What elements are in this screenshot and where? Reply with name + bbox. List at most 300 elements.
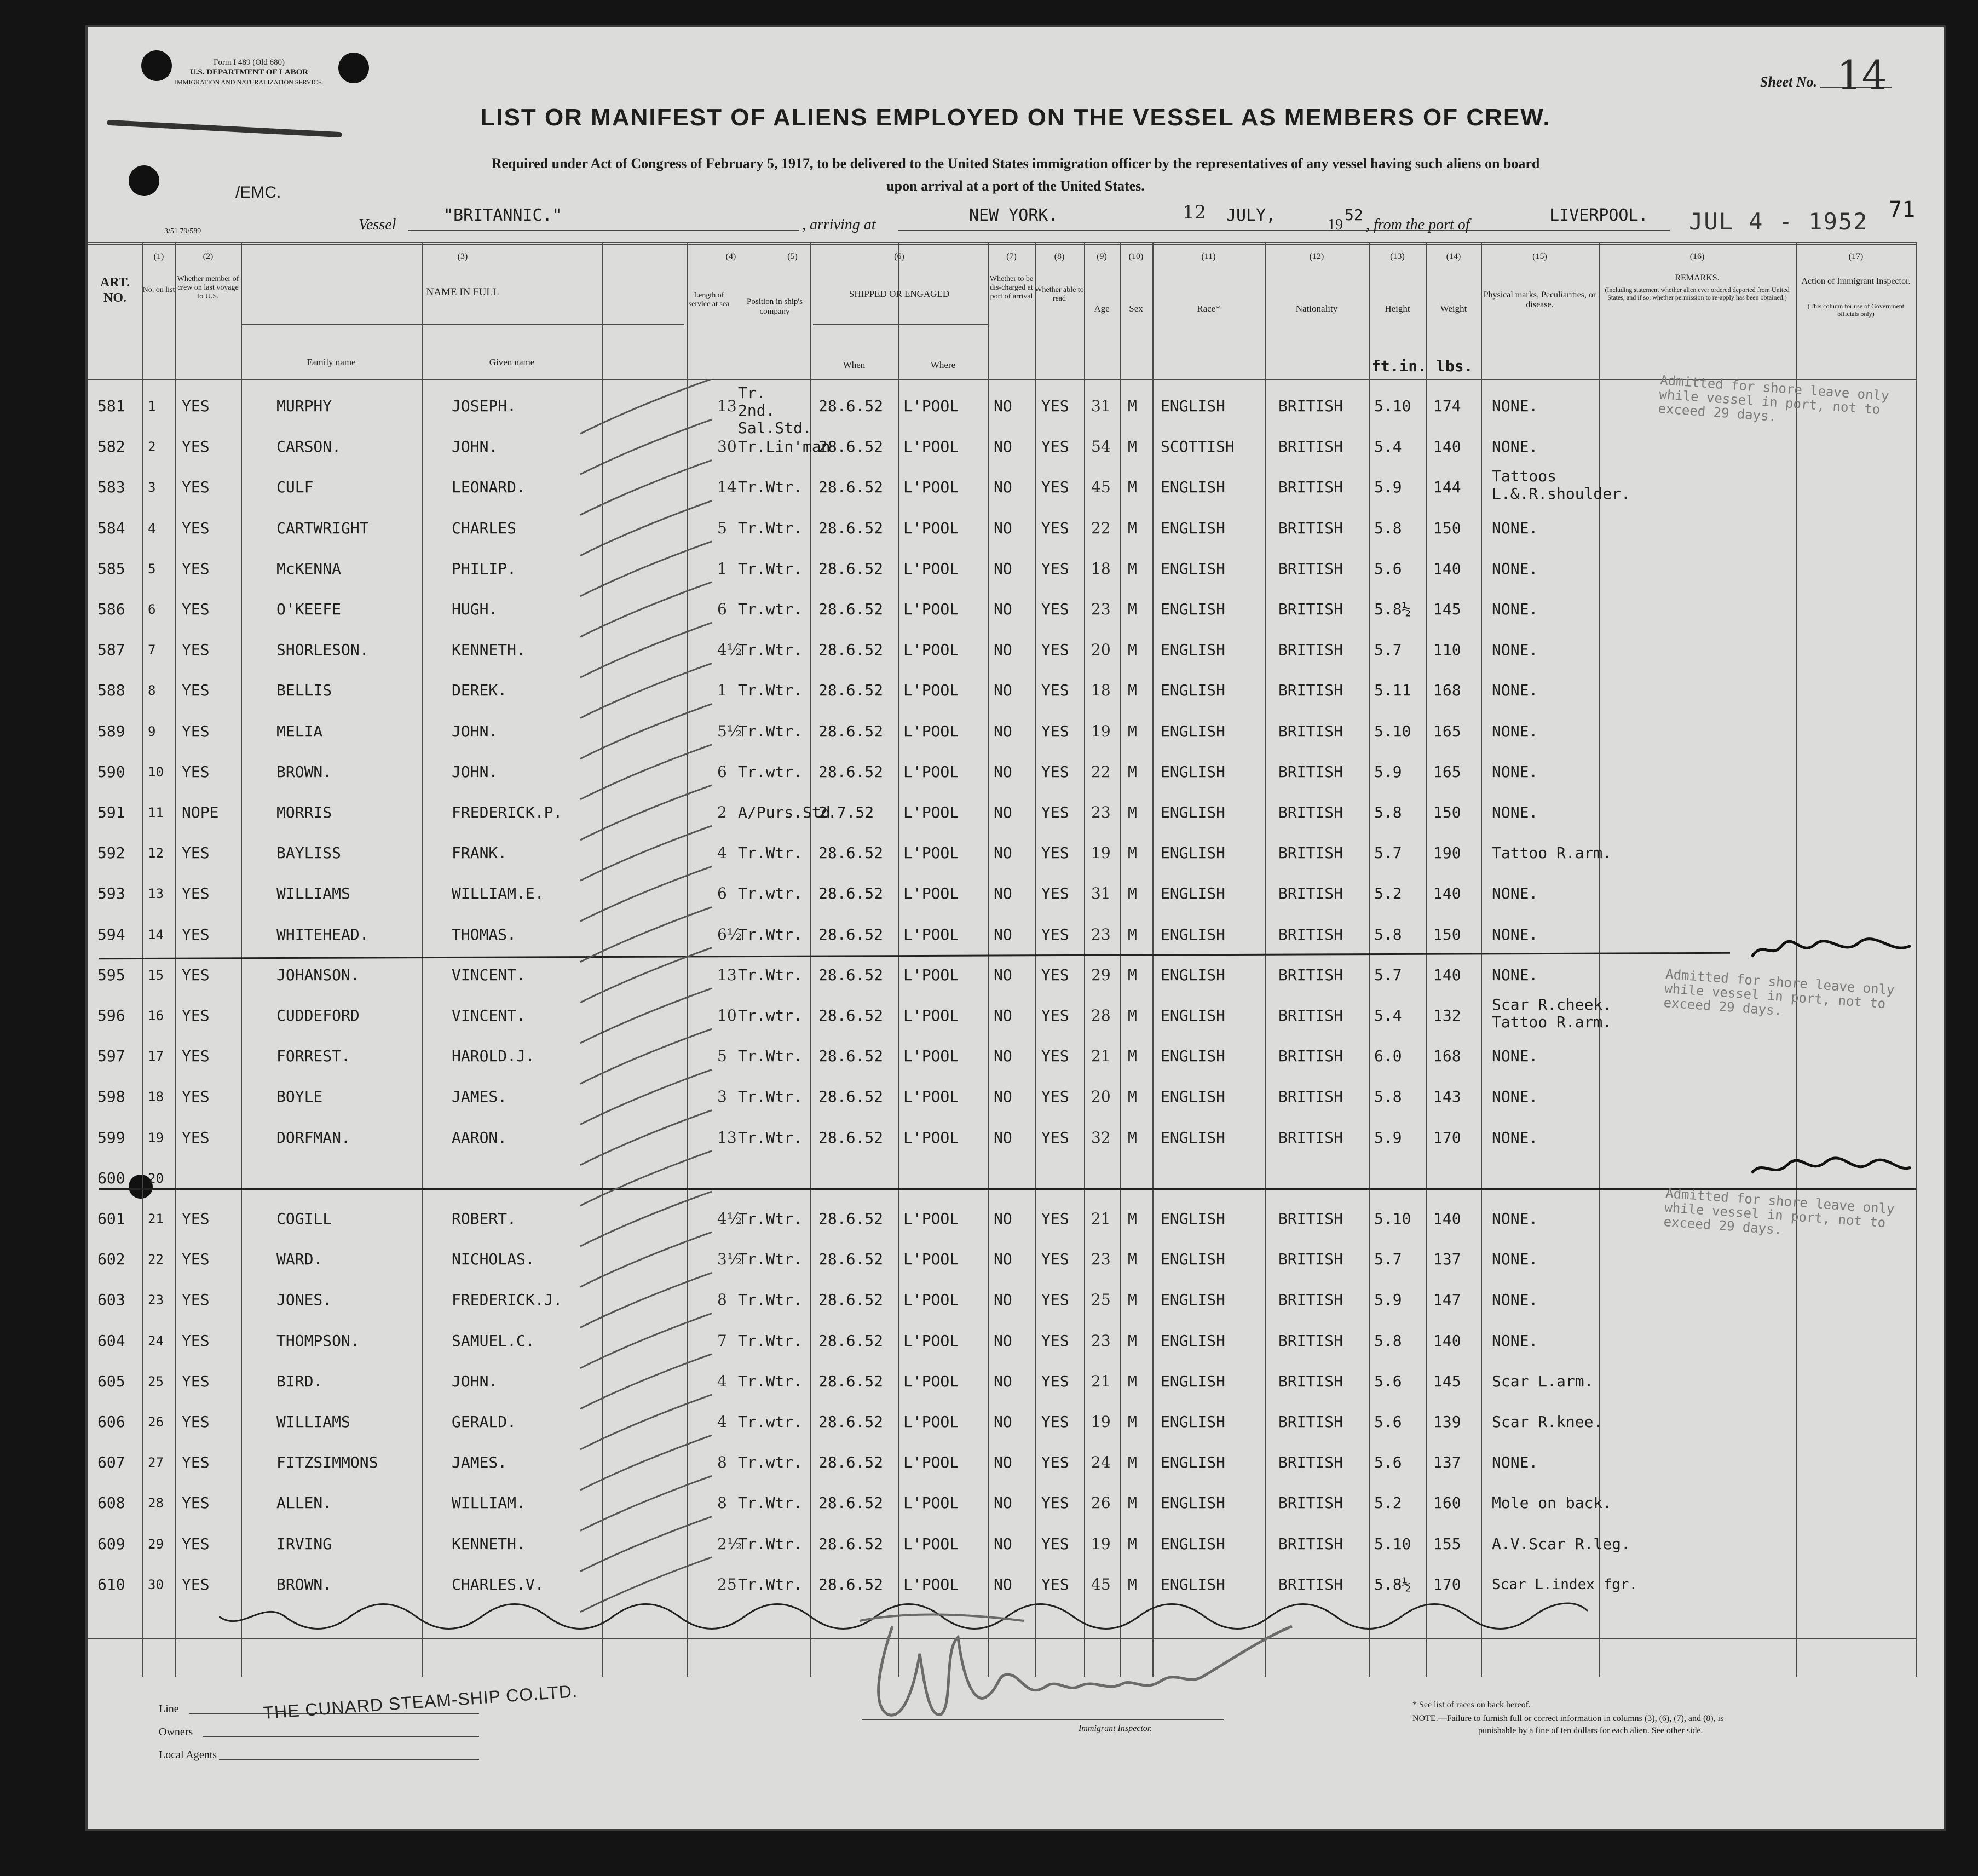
engaged-date: 28.6.52 bbox=[818, 397, 884, 415]
family-name: ALLEN. bbox=[276, 1494, 332, 1512]
age: 18 bbox=[1091, 559, 1111, 578]
family-name: BOYLE bbox=[276, 1087, 323, 1106]
given-name: JOHN. bbox=[452, 722, 498, 740]
can-read: YES bbox=[1041, 1413, 1069, 1431]
list-number: 3 bbox=[148, 480, 156, 496]
discharged-flag: NO bbox=[994, 559, 1012, 578]
race: ENGLISH bbox=[1161, 803, 1226, 821]
service-length: 6 bbox=[717, 884, 727, 903]
service-length: 2 bbox=[717, 803, 727, 821]
column-number: (8) bbox=[1054, 252, 1065, 261]
sex: M bbox=[1128, 1413, 1137, 1431]
race: ENGLISH bbox=[1161, 965, 1226, 984]
check-mark bbox=[580, 460, 712, 515]
engaged-date: 28.6.52 bbox=[818, 1331, 884, 1350]
sex: M bbox=[1128, 1575, 1137, 1593]
column-number: (16) bbox=[1689, 252, 1705, 261]
height: 5.6 bbox=[1374, 1372, 1402, 1390]
sex: M bbox=[1128, 478, 1137, 497]
sex: M bbox=[1128, 844, 1137, 862]
list-number: 26 bbox=[148, 1414, 164, 1430]
column-number: (17) bbox=[1848, 252, 1864, 261]
weight: 144 bbox=[1433, 478, 1461, 497]
member-last-voyage: YES bbox=[182, 1128, 210, 1147]
check-mark bbox=[580, 1517, 712, 1572]
ship-position: Tr.Wtr. bbox=[738, 844, 803, 862]
height: 5.2 bbox=[1374, 884, 1402, 903]
given-name: THOMAS. bbox=[452, 925, 517, 943]
age: 19 bbox=[1091, 722, 1111, 740]
engaged-place: L'POOL bbox=[903, 844, 959, 862]
engaged-place: L'POOL bbox=[903, 1291, 959, 1309]
check-mark bbox=[580, 907, 712, 962]
race: ENGLISH bbox=[1161, 681, 1226, 700]
weight: 145 bbox=[1433, 600, 1461, 618]
member-last-voyage: YES bbox=[182, 1372, 210, 1390]
sex: M bbox=[1128, 397, 1137, 415]
family-name: CUDDEFORD bbox=[276, 1006, 360, 1025]
nationality: BRITISH bbox=[1278, 1372, 1343, 1390]
race: ENGLISH bbox=[1161, 1372, 1226, 1390]
engaged-place: L'POOL bbox=[903, 884, 959, 903]
engaged-date: 28.6.52 bbox=[818, 1413, 884, 1431]
article-number: 587 bbox=[97, 641, 125, 659]
discharged-flag: NO bbox=[994, 1453, 1012, 1472]
list-number: 20 bbox=[148, 1170, 164, 1186]
age: 21 bbox=[1091, 1210, 1111, 1228]
service-length: 1 bbox=[717, 559, 727, 578]
physical-marks: Scar R.knee. bbox=[1492, 1413, 1603, 1431]
family-name: MELIA bbox=[276, 722, 323, 740]
column-number: (7) bbox=[1006, 252, 1017, 261]
given-name: JAMES. bbox=[452, 1087, 508, 1106]
header-when: When bbox=[843, 360, 866, 370]
can-read: YES bbox=[1041, 884, 1069, 903]
line-label: Line bbox=[159, 1703, 179, 1715]
member-last-voyage: YES bbox=[182, 884, 210, 903]
nationality: BRITISH bbox=[1278, 519, 1343, 537]
discharged-flag: NO bbox=[994, 884, 1012, 903]
engaged-place: L'POOL bbox=[903, 722, 959, 740]
family-name: CARSON. bbox=[276, 438, 342, 456]
physical-marks: NONE. bbox=[1492, 519, 1538, 537]
header-art-no: ART. NO. bbox=[100, 275, 130, 305]
sex: M bbox=[1128, 600, 1137, 618]
table-row bbox=[88, 634, 1916, 669]
date-stamp: JUL 4 - 1952 bbox=[1689, 208, 1869, 235]
penalty-note: NOTE.—Failure to furnish full or correct information in columns (3), (6), (7), and (8), is bbox=[1412, 1714, 1724, 1723]
discharged-flag: NO bbox=[994, 641, 1012, 659]
article-number: 591 bbox=[97, 803, 125, 821]
form-header-block bbox=[159, 57, 339, 87]
physical-marks: NONE. bbox=[1492, 1291, 1538, 1309]
can-read: YES bbox=[1041, 1250, 1069, 1269]
age: 23 bbox=[1091, 925, 1111, 943]
can-read: YES bbox=[1041, 1291, 1069, 1309]
race: ENGLISH bbox=[1161, 1006, 1226, 1025]
table-row bbox=[88, 1121, 1916, 1156]
column-number: (15) bbox=[1532, 252, 1547, 261]
service-length: 1 bbox=[717, 681, 727, 700]
weight: 139 bbox=[1433, 1413, 1461, 1431]
can-read: YES bbox=[1041, 1047, 1069, 1066]
age: 20 bbox=[1091, 1087, 1111, 1106]
age: 19 bbox=[1091, 1534, 1111, 1553]
service-length: 14 bbox=[717, 478, 737, 497]
weight: 140 bbox=[1433, 965, 1461, 984]
service-length: 4 bbox=[717, 1413, 727, 1431]
given-name: CHARLES bbox=[452, 519, 517, 537]
table-row bbox=[88, 796, 1916, 831]
list-number: 27 bbox=[148, 1455, 164, 1471]
can-read: YES bbox=[1041, 519, 1069, 537]
sex: M bbox=[1128, 1087, 1137, 1106]
article-number: 603 bbox=[97, 1291, 125, 1309]
race: ENGLISH bbox=[1161, 844, 1226, 862]
family-name: McKENNA bbox=[276, 559, 342, 578]
given-name: ROBERT. bbox=[452, 1210, 517, 1228]
article-number: 601 bbox=[97, 1210, 125, 1228]
article-number: 595 bbox=[97, 965, 125, 984]
service-length: 8 bbox=[717, 1291, 727, 1309]
punch-hole bbox=[338, 53, 369, 83]
arriving-label: , arriving at bbox=[802, 216, 876, 233]
check-marks bbox=[569, 379, 788, 1638]
height: 5.8 bbox=[1374, 1087, 1402, 1106]
service-name: IMMIGRATION AND NATURALIZATION SERVICE. bbox=[175, 78, 324, 86]
engaged-place: L'POOL bbox=[903, 559, 959, 578]
sex: M bbox=[1128, 519, 1137, 537]
column-number: (9) bbox=[1097, 252, 1107, 261]
family-name: BROWN. bbox=[276, 1575, 332, 1593]
weight: 170 bbox=[1433, 1575, 1461, 1593]
service-length: 3 bbox=[717, 1087, 727, 1106]
height: 5.8 bbox=[1374, 803, 1402, 821]
race: ENGLISH bbox=[1161, 559, 1226, 578]
engaged-date: 28.6.52 bbox=[818, 762, 884, 781]
list-number: 14 bbox=[148, 927, 164, 942]
engaged-date: 28.6.52 bbox=[818, 1006, 884, 1025]
weight: 168 bbox=[1433, 1047, 1461, 1066]
engaged-date: 28.6.52 bbox=[818, 1372, 884, 1390]
sex: M bbox=[1128, 1128, 1137, 1147]
ship-position: Tr.Wtr. bbox=[738, 1372, 803, 1390]
engaged-place: L'POOL bbox=[903, 1453, 959, 1472]
ship-position: Tr.Lin'man bbox=[738, 438, 831, 456]
race: ENGLISH bbox=[1161, 1494, 1226, 1512]
nationality: BRITISH bbox=[1278, 641, 1343, 659]
service-length: 4 bbox=[717, 844, 727, 862]
given-name: NICHOLAS. bbox=[452, 1250, 535, 1269]
weight: 137 bbox=[1433, 1250, 1461, 1269]
ship-position: Tr.Wtr. bbox=[738, 681, 803, 700]
ship-position: Tr. 2nd. Sal.Std. bbox=[738, 384, 812, 437]
can-read: YES bbox=[1041, 722, 1069, 740]
sex: M bbox=[1128, 1291, 1137, 1309]
height: 5.4 bbox=[1374, 438, 1402, 456]
engaged-place: L'POOL bbox=[903, 803, 959, 821]
member-last-voyage: YES bbox=[182, 1413, 210, 1431]
member-last-voyage: YES bbox=[182, 1331, 210, 1350]
height: 5.6 bbox=[1374, 559, 1402, 578]
form-number: Form I 489 (Old 680) bbox=[214, 58, 285, 67]
agents-label: Local Agents bbox=[159, 1749, 217, 1761]
column-number: (2) bbox=[203, 252, 214, 261]
age: 22 bbox=[1091, 519, 1111, 537]
list-number: 28 bbox=[148, 1495, 164, 1511]
engaged-place: L'POOL bbox=[903, 681, 959, 700]
member-last-voyage: YES bbox=[182, 681, 210, 700]
engaged-date: 28.6.52 bbox=[818, 1494, 884, 1512]
list-number: 13 bbox=[148, 886, 164, 902]
list-number: 22 bbox=[148, 1252, 164, 1268]
article-number: 589 bbox=[97, 722, 125, 740]
nationality: BRITISH bbox=[1278, 1453, 1343, 1472]
check-mark bbox=[580, 1314, 712, 1368]
given-name: LEONARD. bbox=[452, 478, 526, 497]
service-length: 8 bbox=[717, 1494, 727, 1512]
table-row bbox=[88, 384, 1916, 437]
manifest-sheet bbox=[88, 27, 1944, 1829]
discharged-flag: NO bbox=[994, 1331, 1012, 1350]
engaged-date: 28.6.52 bbox=[818, 1210, 884, 1228]
table-row bbox=[88, 1162, 1916, 1197]
physical-marks: NONE. bbox=[1492, 1453, 1538, 1472]
ship-position: Tr.Wtr. bbox=[738, 925, 803, 943]
column-number: (13) bbox=[1390, 252, 1405, 261]
inspector-initials bbox=[1749, 1154, 1913, 1187]
can-read: YES bbox=[1041, 844, 1069, 862]
owners-underline bbox=[203, 1736, 479, 1737]
discharged-flag: NO bbox=[994, 1494, 1012, 1512]
check-mark bbox=[580, 1232, 712, 1287]
article-number: 594 bbox=[97, 925, 125, 943]
from-port-label: , from the port of bbox=[1366, 216, 1470, 233]
table-row bbox=[88, 959, 1916, 994]
member-last-voyage: YES bbox=[182, 1250, 210, 1269]
column-number: (3) bbox=[457, 252, 468, 261]
sex: M bbox=[1128, 1210, 1137, 1228]
member-last-voyage: YES bbox=[182, 397, 210, 415]
list-number: 16 bbox=[148, 1008, 164, 1023]
discharged-flag: NO bbox=[994, 722, 1012, 740]
engaged-date: 28.6.52 bbox=[818, 1575, 884, 1593]
age: 18 bbox=[1091, 681, 1111, 700]
weight: 145 bbox=[1433, 1372, 1461, 1390]
list-number: 11 bbox=[148, 805, 164, 820]
list-number: 1 bbox=[148, 399, 156, 414]
nationality: BRITISH bbox=[1278, 1575, 1343, 1593]
physical-marks: NONE. bbox=[1492, 965, 1538, 984]
race: ENGLISH bbox=[1161, 1250, 1226, 1269]
check-mark bbox=[580, 379, 712, 434]
header-height: Height bbox=[1385, 303, 1410, 314]
member-last-voyage: YES bbox=[182, 600, 210, 618]
engaged-place: L'POOL bbox=[903, 600, 959, 618]
article-number: 583 bbox=[97, 478, 125, 497]
list-number: 12 bbox=[148, 845, 164, 861]
column-number: (14) bbox=[1446, 252, 1461, 261]
family-name: IRVING bbox=[276, 1534, 332, 1553]
engaged-place: L'POOL bbox=[903, 519, 959, 537]
service-length: 2½ bbox=[717, 1534, 742, 1553]
engaged-date: 28.6.52 bbox=[818, 438, 884, 456]
race: ENGLISH bbox=[1161, 1047, 1226, 1066]
list-number: 17 bbox=[148, 1049, 164, 1064]
shore-leave-stamp: Admitted for shore leave only while vessel in port, not to exceed 29 days. bbox=[1663, 966, 1895, 1018]
sex: M bbox=[1128, 1250, 1137, 1269]
table-row bbox=[88, 674, 1916, 709]
age: 25 bbox=[1091, 1291, 1111, 1309]
article-number: 588 bbox=[97, 681, 125, 700]
can-read: YES bbox=[1041, 438, 1069, 456]
engaged-date: 28.6.52 bbox=[818, 519, 884, 537]
race: ENGLISH bbox=[1161, 1413, 1226, 1431]
table-row bbox=[88, 1406, 1916, 1441]
physical-marks: NONE. bbox=[1492, 925, 1538, 943]
family-name: CARTWRIGHT bbox=[276, 519, 369, 537]
header-bottom-border bbox=[88, 379, 1916, 380]
physical-marks: Mole on back. bbox=[1492, 1494, 1612, 1512]
table-row bbox=[88, 1284, 1916, 1319]
article-number: 602 bbox=[97, 1250, 125, 1269]
check-mark bbox=[580, 948, 712, 1003]
engaged-place: L'POOL bbox=[903, 1331, 959, 1350]
ship-position: Tr.wtr. bbox=[738, 1453, 803, 1472]
ship-position: Tr.Wtr. bbox=[738, 1210, 803, 1228]
weight: 140 bbox=[1433, 1210, 1461, 1228]
weight: 110 bbox=[1433, 641, 1461, 659]
header-where: Where bbox=[930, 360, 956, 370]
ship-position: Tr.wtr. bbox=[738, 1006, 803, 1025]
given-name: VINCENT. bbox=[452, 1006, 526, 1025]
check-mark bbox=[580, 1151, 712, 1206]
discharged-flag: NO bbox=[994, 1291, 1012, 1309]
article-number: 607 bbox=[97, 1453, 125, 1472]
engaged-place: L'POOL bbox=[903, 438, 959, 456]
ship-position: Tr.wtr. bbox=[738, 600, 803, 618]
check-mark bbox=[580, 1476, 712, 1530]
engaged-date: 28.6.52 bbox=[818, 925, 884, 943]
weight: 140 bbox=[1433, 438, 1461, 456]
nationality: BRITISH bbox=[1278, 1534, 1343, 1553]
given-name: CHARLES.V. bbox=[452, 1575, 544, 1593]
table-row bbox=[88, 1568, 1916, 1603]
service-length: 8 bbox=[717, 1453, 727, 1472]
discharged-flag: NO bbox=[994, 1250, 1012, 1269]
member-last-voyage: YES bbox=[182, 478, 210, 497]
family-name: COGILL bbox=[276, 1210, 332, 1228]
list-number: 24 bbox=[148, 1333, 164, 1349]
can-read: YES bbox=[1041, 965, 1069, 984]
signature-line bbox=[862, 1719, 1224, 1720]
family-name: SHORLESON. bbox=[276, 641, 369, 659]
header-name-full: NAME IN FULL bbox=[426, 286, 499, 298]
service-length: 13 bbox=[717, 397, 737, 415]
nationality: BRITISH bbox=[1278, 600, 1343, 618]
family-name: MURPHY bbox=[276, 397, 332, 415]
service-length: 5 bbox=[717, 1047, 727, 1066]
list-number: 5 bbox=[148, 561, 156, 577]
given-name: HAROLD.J. bbox=[452, 1047, 535, 1066]
member-last-voyage: YES bbox=[182, 1210, 210, 1228]
engaged-place: L'POOL bbox=[903, 1494, 959, 1512]
table-row bbox=[88, 995, 1916, 1034]
nationality: BRITISH bbox=[1278, 1494, 1343, 1512]
table-row bbox=[88, 1365, 1916, 1400]
shore-leave-stamp: Admitted for shore leave only while vessel in port, not to exceed 29 days. bbox=[1663, 1186, 1895, 1238]
engaged-place: L'POOL bbox=[903, 1087, 959, 1106]
ship-position: Tr.wtr. bbox=[738, 762, 803, 781]
member-last-voyage: YES bbox=[182, 1087, 210, 1106]
service-length: 6 bbox=[717, 600, 727, 618]
races-note: * See list of races on back hereof. bbox=[1412, 1700, 1531, 1710]
can-read: YES bbox=[1041, 1331, 1069, 1350]
header-given-name: Given name bbox=[489, 357, 535, 367]
inspector-initials bbox=[1749, 935, 1913, 968]
physical-marks: NONE. bbox=[1492, 397, 1538, 415]
table-row bbox=[88, 1528, 1916, 1563]
weight: 140 bbox=[1433, 884, 1461, 903]
header-discharged: Whether to be dis-charged at port of arrival bbox=[989, 275, 1034, 301]
weight: 168 bbox=[1433, 681, 1461, 700]
list-number: 2 bbox=[148, 439, 156, 455]
table-row bbox=[88, 1487, 1916, 1522]
ship-position: Tr.wtr. bbox=[738, 1413, 803, 1431]
service-length: 6½ bbox=[717, 925, 742, 943]
ship-position: Tr.Wtr. bbox=[738, 641, 803, 659]
can-read: YES bbox=[1041, 1006, 1069, 1025]
column-number: (1) bbox=[153, 252, 164, 261]
list-number: 6 bbox=[148, 602, 156, 617]
header-age: Age bbox=[1094, 303, 1110, 314]
age: 29 bbox=[1091, 965, 1111, 984]
table-top-border bbox=[88, 244, 1916, 245]
race: ENGLISH bbox=[1161, 1453, 1226, 1472]
article-number: 610 bbox=[97, 1575, 125, 1593]
discharged-flag: NO bbox=[994, 478, 1012, 497]
height: 5.10 bbox=[1374, 1210, 1411, 1228]
family-name: WARD. bbox=[276, 1250, 323, 1269]
physical-marks: NONE. bbox=[1492, 722, 1538, 740]
given-name: FRANK. bbox=[452, 844, 508, 862]
physical-marks: Scar L.index fgr. bbox=[1492, 1576, 1638, 1593]
article-number: 597 bbox=[97, 1047, 125, 1066]
member-last-voyage: YES bbox=[182, 1575, 210, 1593]
discharged-flag: NO bbox=[994, 519, 1012, 537]
member-last-voyage: YES bbox=[182, 641, 210, 659]
ship-position: Tr.Wtr. bbox=[738, 1047, 803, 1066]
engaged-place: L'POOL bbox=[903, 1047, 959, 1066]
agents-underline bbox=[219, 1759, 479, 1760]
can-read: YES bbox=[1041, 1087, 1069, 1106]
list-number: 18 bbox=[148, 1089, 164, 1105]
table-row bbox=[88, 877, 1916, 912]
service-length: 13 bbox=[717, 1128, 737, 1147]
given-name: JOHN. bbox=[452, 1372, 498, 1390]
family-name: WILLIAMS bbox=[276, 884, 350, 903]
table-row bbox=[88, 512, 1916, 547]
age: 20 bbox=[1091, 641, 1111, 659]
age: 45 bbox=[1091, 1575, 1111, 1593]
engaged-date: 28.6.52 bbox=[818, 722, 884, 740]
given-name: VINCENT. bbox=[452, 965, 526, 984]
header-physical-marks: Physical marks, Peculiarities, or disease. bbox=[1483, 290, 1596, 309]
weight: 174 bbox=[1433, 397, 1461, 415]
column-number: (12) bbox=[1309, 252, 1324, 261]
nationality: BRITISH bbox=[1278, 762, 1343, 781]
age: 22 bbox=[1091, 762, 1111, 781]
